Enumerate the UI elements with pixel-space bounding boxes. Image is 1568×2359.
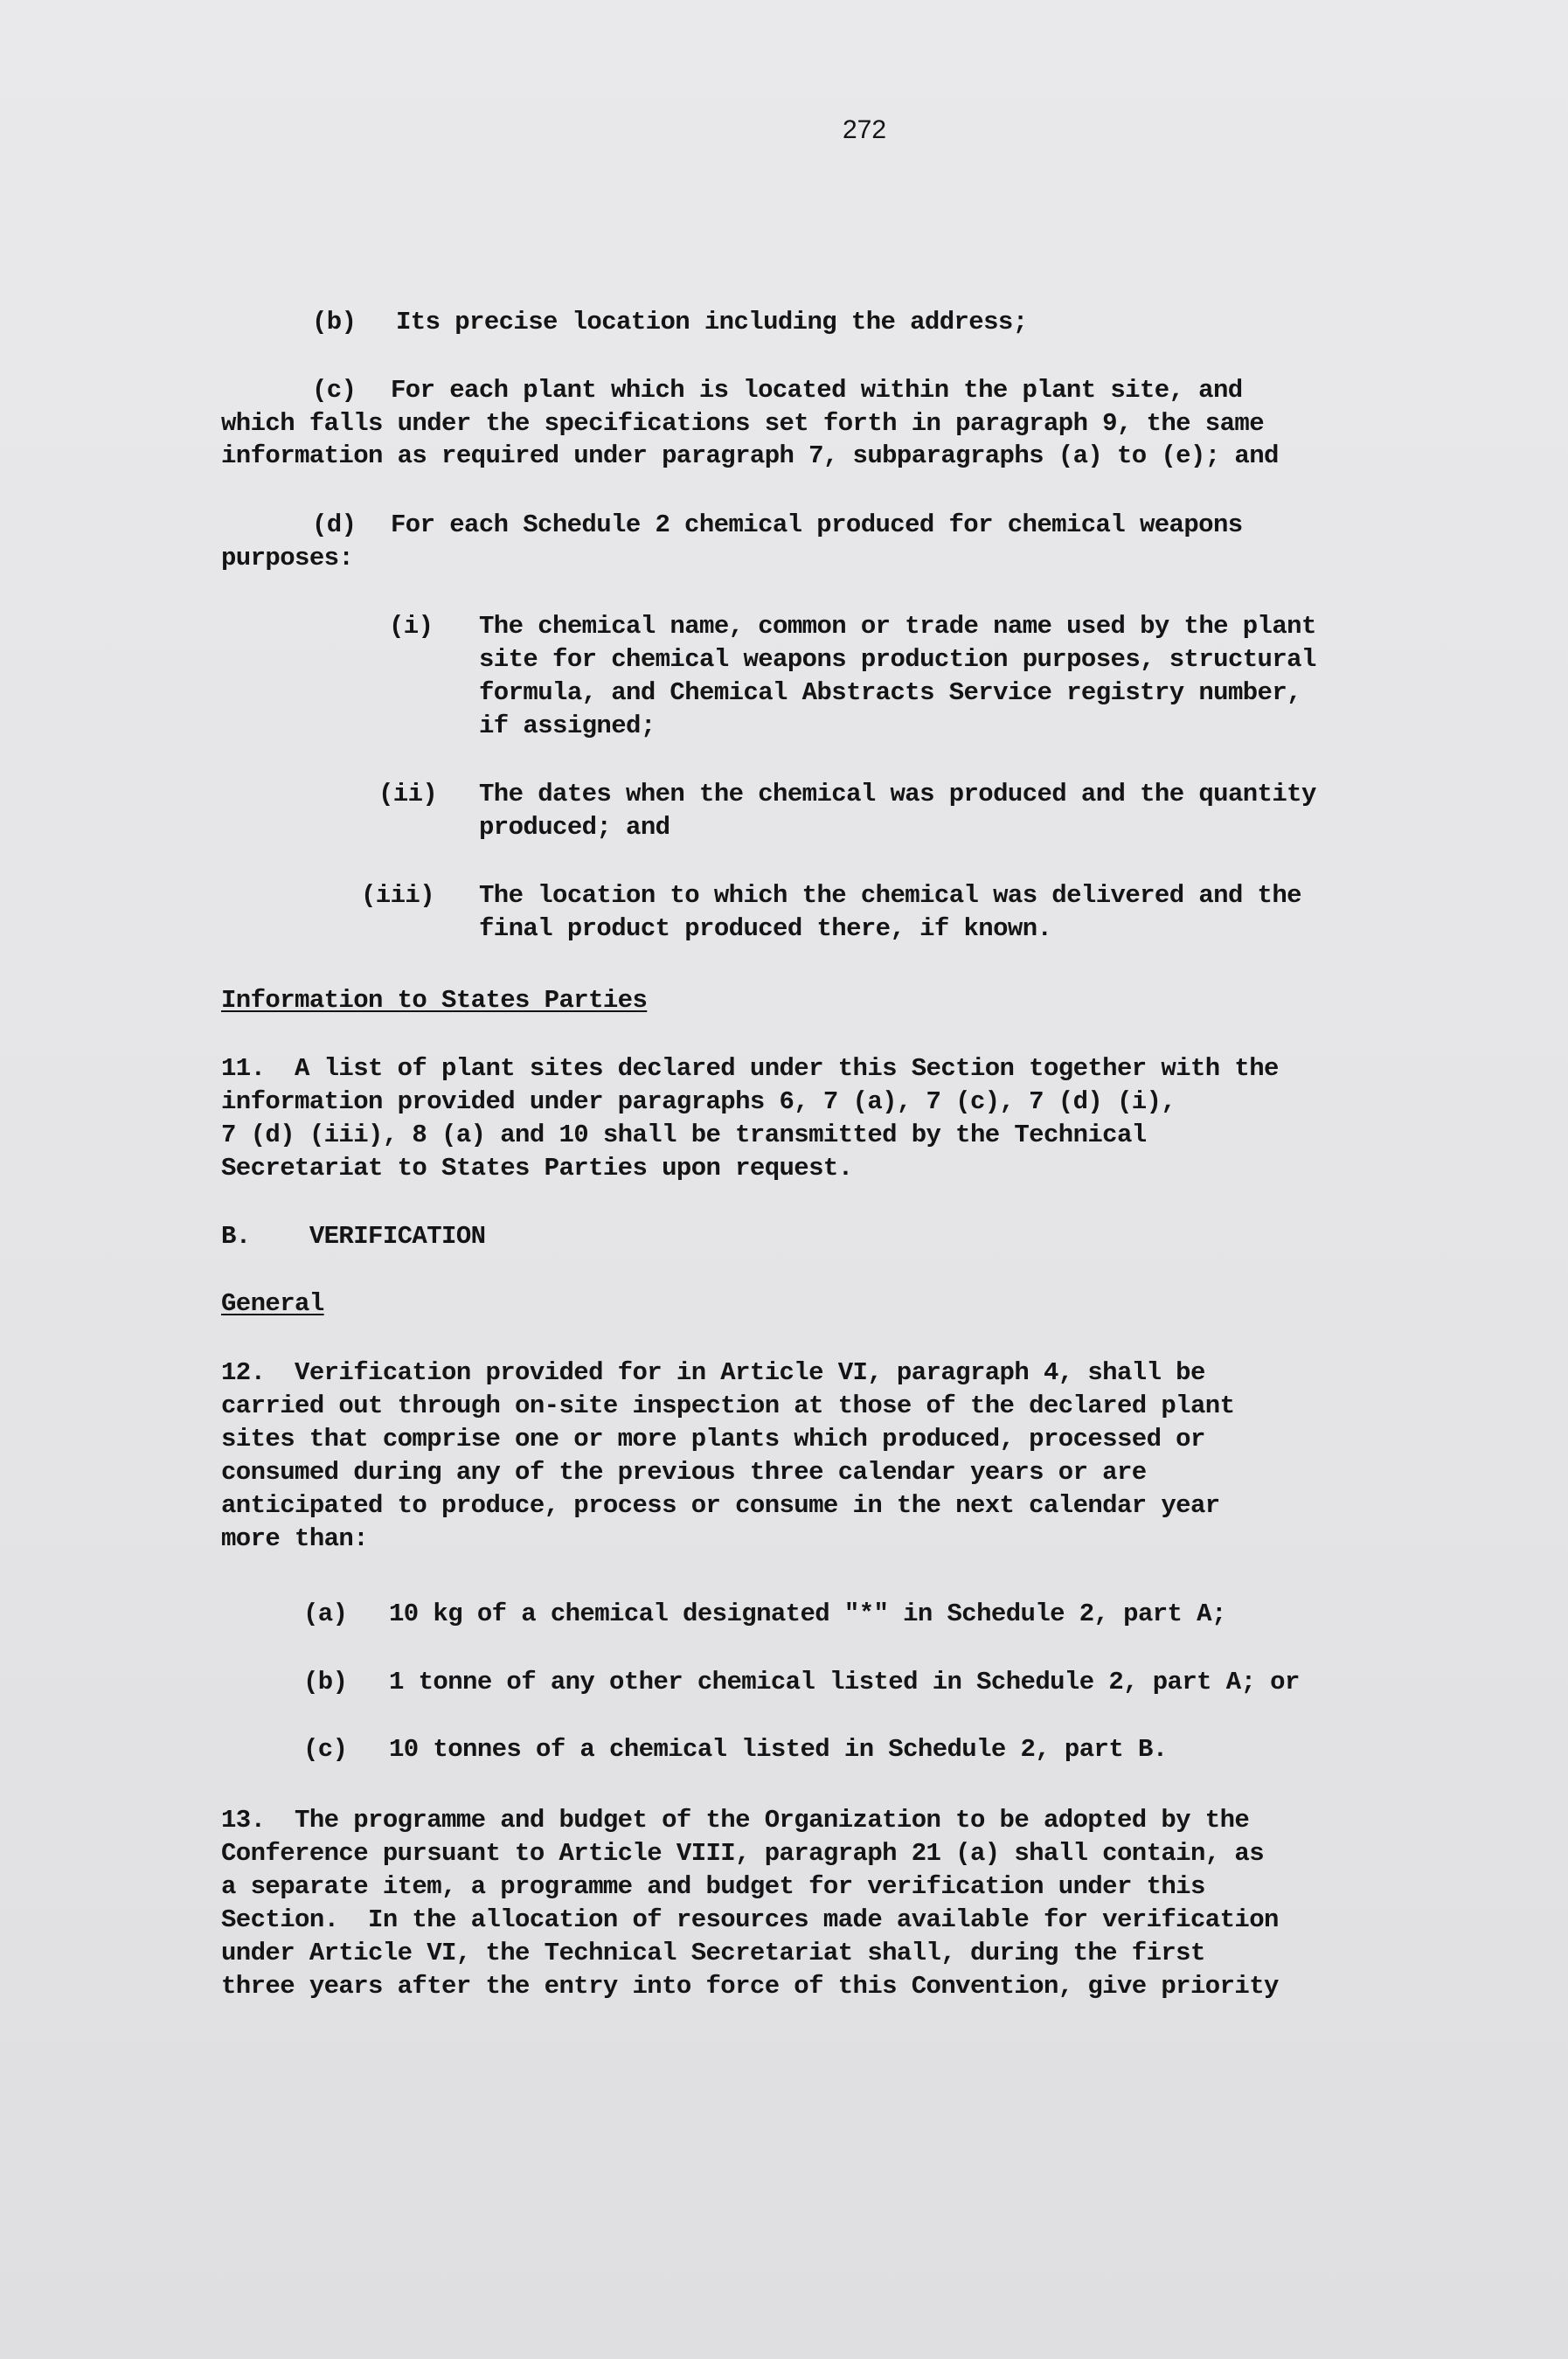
threshold-c-text: 10 tonnes of a chemical listed in Schedule 2, part B.	[389, 1735, 1168, 1764]
subitem-ii-line: produced; and	[479, 813, 670, 842]
para-12-line: sites that comprise one or more plants which produced, processed or	[221, 1425, 1205, 1454]
para-13-line: three years after the entry into force of this Convention, give priority	[221, 1972, 1279, 2001]
para-13-line: 13. The programme and budget of the Organization to be adopted by the	[221, 1806, 1250, 1835]
threshold-c-label: (c)	[303, 1735, 348, 1764]
item-c-label: (c)	[312, 376, 357, 405]
para-11-line: information provided under paragraphs 6, 7 (a), 7 (c), 7 (d) (i),	[221, 1087, 1176, 1116]
subitem-i-line: if assigned;	[479, 711, 656, 740]
subitem-i-line: formula, and Chemical Abstracts Service registry number,	[479, 678, 1301, 707]
item-c-line: For each plant which is located within the plant site, and	[391, 376, 1243, 405]
general-subheading: General	[221, 1289, 324, 1318]
item-d-line: For each Schedule 2 chemical produced for chemical weapons	[391, 510, 1243, 539]
para-12-line: consumed during any of the previous three calendar years or are	[221, 1458, 1147, 1487]
subitem-i-line: The chemical name, common or trade name used by the plant	[479, 612, 1316, 641]
para-11-line: 7 (d) (iii), 8 (a) and 10 shall be transmitted by the Technical	[221, 1121, 1147, 1149]
para-11-line: Secretariat to States Parties upon request.	[221, 1154, 853, 1183]
para-12-line: anticipated to produce, process or consume in the next calendar year	[221, 1491, 1220, 1520]
subitem-iii-line: The location to which the chemical was delivered and the	[479, 881, 1301, 910]
subitem-iii-line: final product produced there, if known.	[479, 914, 1052, 943]
item-b-label: (b)	[312, 308, 357, 337]
para-12-line: 12. Verification provided for in Article VI, paragraph 4, shall be	[221, 1358, 1205, 1387]
para-11-line: 11. A list of plant sites declared under this Section together with the	[221, 1054, 1279, 1083]
item-c-line: which falls under the specifications set forth in paragraph 9, the same	[221, 409, 1265, 438]
para-12-line: more than:	[221, 1524, 369, 1553]
item-d-line: purposes:	[221, 544, 354, 572]
subitem-i-label: (i)	[389, 612, 434, 641]
threshold-b-text: 1 tonne of any other chemical listed in Schedule 2, part A; or	[389, 1668, 1300, 1696]
item-c-line: information as required under paragraph 7, subparagraphs (a) to (e); and	[221, 441, 1279, 470]
subitem-ii-label: (ii)	[378, 780, 438, 808]
threshold-a-text: 10 kg of a chemical designated "*" in Schedule 2, part A;	[389, 1599, 1226, 1628]
para-13-line: under Article VI, the Technical Secretariat shall, during the first	[221, 1939, 1205, 1967]
threshold-b-label: (b)	[303, 1668, 348, 1696]
para-13-line: a separate item, a programme and budget for verification under this	[221, 1872, 1205, 1901]
item-b-text: Its precise location including the address;	[396, 308, 1028, 337]
section-b-heading: B. VERIFICATION	[221, 1222, 486, 1251]
para-13-line: Conference pursuant to Article VIII, paragraph 21 (a) shall contain, as	[221, 1839, 1265, 1868]
subitem-iii-label: (iii)	[361, 881, 435, 910]
item-d-label: (d)	[312, 510, 357, 539]
subitem-ii-line: The dates when the chemical was produced and the quantity	[479, 780, 1316, 808]
subitem-i-line: site for chemical weapons production purposes, structural	[479, 645, 1316, 674]
page-number: 272	[843, 115, 887, 144]
para-12-line: carried out through on-site inspection at those of the declared plant	[221, 1391, 1235, 1420]
threshold-a-label: (a)	[303, 1599, 348, 1628]
info-section-heading: Information to States Parties	[221, 986, 648, 1015]
para-13-line: Section. In the allocation of resources made available for verification	[221, 1905, 1279, 1934]
